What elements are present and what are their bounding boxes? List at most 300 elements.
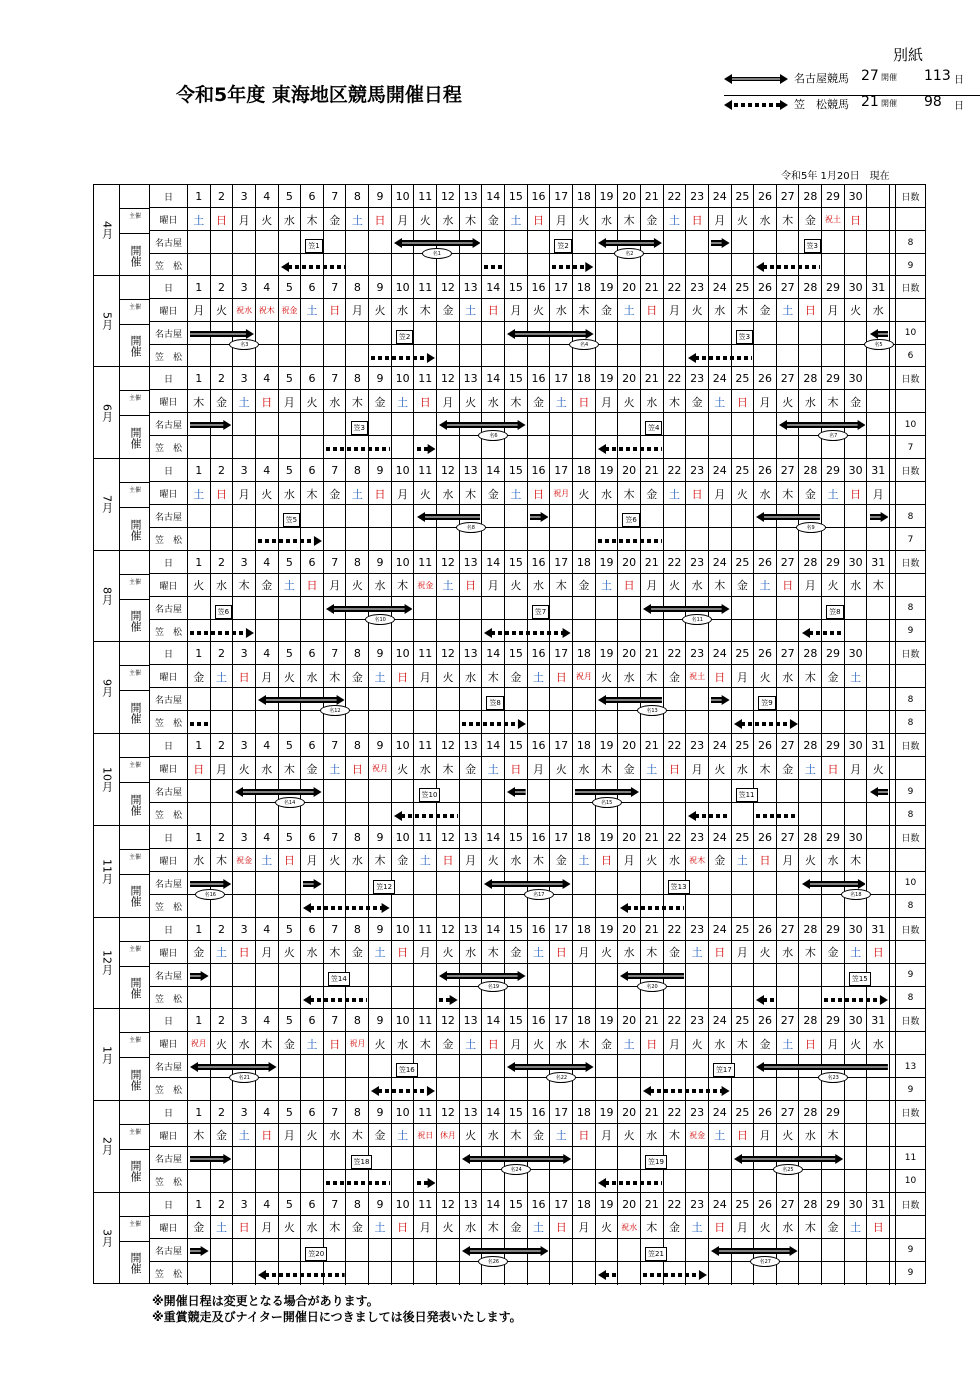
day-cell bbox=[460, 895, 483, 918]
month-label: 10月 bbox=[94, 734, 120, 825]
nagoya-span bbox=[507, 1062, 594, 1072]
day-cell: 21 bbox=[641, 459, 664, 482]
day-cell bbox=[664, 711, 687, 734]
day-cell bbox=[482, 345, 505, 368]
day-cell: 土 bbox=[369, 1216, 392, 1239]
day-cell bbox=[233, 528, 256, 551]
day-cell: 水 bbox=[347, 849, 370, 872]
day-cell bbox=[482, 895, 505, 918]
day-cell bbox=[754, 895, 777, 918]
day-cell: 水 bbox=[777, 941, 800, 964]
day-cell bbox=[573, 413, 596, 436]
legend-name: 笠 松競馬 bbox=[794, 98, 849, 111]
day-cell: 25 bbox=[732, 1193, 755, 1216]
day-cell: 月 bbox=[347, 299, 370, 322]
day-cell bbox=[528, 1078, 551, 1101]
day-cell: 26 bbox=[754, 276, 777, 299]
row-label: 曜日 bbox=[150, 1124, 188, 1147]
day-cell: 火 bbox=[754, 1216, 777, 1239]
day-cell: 日 bbox=[709, 941, 732, 964]
kasamatsu-span bbox=[303, 903, 390, 913]
day-cell bbox=[211, 231, 234, 254]
day-cell bbox=[822, 1170, 845, 1193]
total-cell: 7 bbox=[895, 436, 925, 459]
day-cell bbox=[188, 688, 211, 711]
day-cell: 月 bbox=[641, 574, 664, 597]
day-cell bbox=[868, 964, 891, 987]
day-cell: 土 bbox=[822, 482, 845, 505]
month-block bbox=[93, 367, 926, 459]
day-cell: 金 bbox=[596, 1032, 619, 1055]
day-cell: 4 bbox=[256, 918, 279, 941]
day-cell: 19 bbox=[596, 826, 619, 849]
kasamatsu-span bbox=[258, 1270, 345, 1280]
day-cell: 20 bbox=[618, 1101, 641, 1124]
day-cell: 金 bbox=[845, 390, 868, 413]
day-cell: 金 bbox=[505, 941, 528, 964]
day-cell: 土 bbox=[233, 1124, 256, 1147]
day-cell bbox=[641, 780, 664, 803]
kasamatsu-span bbox=[598, 444, 662, 454]
day-cell: 金 bbox=[256, 574, 279, 597]
day-cell bbox=[754, 1170, 777, 1193]
day-cell bbox=[573, 872, 596, 895]
day-cell: 火 bbox=[573, 482, 596, 505]
day-cell: 日 bbox=[573, 1124, 596, 1147]
day-cell bbox=[369, 711, 392, 734]
day-cell bbox=[868, 231, 891, 254]
day-cell: 日 bbox=[369, 208, 392, 231]
day-cell: 金 bbox=[596, 299, 619, 322]
day-cell bbox=[279, 711, 302, 734]
day-cell bbox=[369, 1055, 392, 1078]
day-cell bbox=[482, 780, 505, 803]
day-cell bbox=[573, 1078, 596, 1101]
kaisai-label: 開催 bbox=[120, 1149, 150, 1193]
nagoya-tag: 名25 bbox=[773, 1164, 803, 1175]
day-cell: 月 bbox=[596, 390, 619, 413]
day-cell bbox=[868, 390, 891, 413]
day-cell bbox=[437, 528, 460, 551]
day-cell: 12 bbox=[437, 367, 460, 390]
day-cell bbox=[800, 964, 823, 987]
day-cell bbox=[505, 688, 528, 711]
kasamatsu-span bbox=[303, 995, 367, 1005]
day-cell: 日 bbox=[573, 390, 596, 413]
day-cell bbox=[347, 1078, 370, 1101]
day-cell bbox=[777, 322, 800, 345]
day-cell bbox=[256, 436, 279, 459]
day-cell: 1 bbox=[188, 367, 211, 390]
month-block bbox=[93, 1009, 926, 1101]
day-cell: 金 bbox=[188, 1216, 211, 1239]
day-cell: 土 bbox=[437, 574, 460, 597]
day-cell: 10 bbox=[392, 1009, 415, 1032]
nagoya-tag: 名1 bbox=[422, 248, 452, 259]
nagoya-tag: 名8 bbox=[456, 522, 486, 533]
day-cell: 28 bbox=[800, 185, 823, 208]
nagoya-span bbox=[462, 1154, 571, 1164]
day-cell bbox=[664, 254, 687, 277]
day-cell: 水 bbox=[868, 1032, 891, 1055]
row-label: 曜日 bbox=[150, 1216, 188, 1239]
day-cell: 31 bbox=[868, 918, 891, 941]
day-cell: 30 bbox=[845, 918, 868, 941]
day-cell bbox=[256, 711, 279, 734]
day-cell: 水 bbox=[596, 208, 619, 231]
day-cell: 11 bbox=[415, 367, 438, 390]
row-label: 名古屋 bbox=[150, 1055, 188, 1078]
youbi-row bbox=[150, 941, 925, 964]
month-label: 3月 bbox=[94, 1193, 120, 1284]
month-block bbox=[93, 734, 926, 826]
day-cell bbox=[211, 528, 234, 551]
row-label: 日 bbox=[150, 734, 188, 757]
day-cell bbox=[415, 711, 438, 734]
day-cell bbox=[868, 413, 891, 436]
day-cell: 火 bbox=[800, 849, 823, 872]
shusai-label: 主催 bbox=[128, 213, 141, 220]
total-cell bbox=[895, 482, 925, 505]
total-cell bbox=[895, 665, 925, 688]
n-row bbox=[150, 964, 925, 987]
day-cell: 19 bbox=[596, 367, 619, 390]
day-cell: 14 bbox=[482, 276, 505, 299]
day-cell: 25 bbox=[732, 459, 755, 482]
day-cell: 27 bbox=[777, 551, 800, 574]
day-cell bbox=[324, 528, 347, 551]
total-cell: 8 bbox=[895, 688, 925, 711]
day-cell bbox=[528, 803, 551, 826]
day-cell bbox=[324, 803, 347, 826]
day-cell: 火 bbox=[437, 941, 460, 964]
day-cell bbox=[641, 620, 664, 643]
day-cell bbox=[800, 803, 823, 826]
nagoya-span bbox=[870, 787, 889, 797]
day-cell: 15 bbox=[505, 185, 528, 208]
day-cell: 日 bbox=[256, 1124, 279, 1147]
day-cell: 木 bbox=[324, 1216, 347, 1239]
day-cell: 土 bbox=[618, 1032, 641, 1055]
day-cell: 28 bbox=[800, 734, 823, 757]
nagoya-tag: 名2 bbox=[614, 248, 644, 259]
total-cell: 10 bbox=[895, 872, 925, 895]
day-cell bbox=[392, 436, 415, 459]
shusai-label: 主催 bbox=[128, 945, 141, 953]
day-cell bbox=[845, 231, 868, 254]
day-cell: 18 bbox=[573, 1101, 596, 1124]
nagoya-span bbox=[620, 971, 684, 981]
total-cell: 日数 bbox=[895, 826, 925, 849]
day-cell bbox=[822, 528, 845, 551]
day-cell: 11 bbox=[415, 1101, 438, 1124]
day-cell: 木 bbox=[437, 757, 460, 780]
day-cell: 月 bbox=[415, 665, 438, 688]
total-cell: 日数 bbox=[895, 1101, 925, 1124]
kasamatsu-span bbox=[598, 1270, 617, 1280]
day-cell bbox=[369, 688, 392, 711]
day-cell bbox=[686, 528, 709, 551]
total-cell: 日数 bbox=[895, 918, 925, 941]
day-cell: 8 bbox=[347, 185, 370, 208]
row-label: 日 bbox=[150, 551, 188, 574]
day-cell: 日 bbox=[392, 665, 415, 688]
day-cell: 28 bbox=[800, 1101, 823, 1124]
dotted-arrow-icon bbox=[724, 100, 788, 110]
day-cell: 18 bbox=[573, 734, 596, 757]
day-cell: 木 bbox=[664, 1124, 687, 1147]
day-cell bbox=[415, 872, 438, 895]
day-cell: 12 bbox=[437, 826, 460, 849]
day-cell bbox=[550, 1262, 573, 1285]
day-cell: 水 bbox=[596, 482, 619, 505]
day-cell: 土 bbox=[777, 299, 800, 322]
day-cell: 木 bbox=[482, 1216, 505, 1239]
day-cell bbox=[868, 803, 891, 826]
day-cell bbox=[686, 964, 709, 987]
day-cell bbox=[732, 505, 755, 528]
row-label: 日 bbox=[150, 1009, 188, 1032]
day-cell: 木 bbox=[392, 574, 415, 597]
day-cell: 火 bbox=[641, 849, 664, 872]
day-cell: 火 bbox=[596, 1216, 619, 1239]
day-cell bbox=[732, 597, 755, 620]
day-cell bbox=[324, 620, 347, 643]
day-cell: 7 bbox=[324, 1009, 347, 1032]
diag-cell bbox=[120, 185, 150, 209]
day-cell: 24 bbox=[709, 367, 732, 390]
day-cell: 11 bbox=[415, 734, 438, 757]
day-cell bbox=[415, 597, 438, 620]
day-cell bbox=[732, 436, 755, 459]
kaisai-label: 開催 bbox=[120, 1241, 150, 1285]
month-label: 6月 bbox=[94, 367, 120, 458]
day-cell bbox=[845, 1170, 868, 1193]
day-cell bbox=[845, 528, 868, 551]
day-cell bbox=[732, 872, 755, 895]
day-cell: 22 bbox=[664, 734, 687, 757]
day-cell bbox=[301, 436, 324, 459]
day-cell bbox=[392, 254, 415, 277]
day-cell: 木 bbox=[528, 849, 551, 872]
day-cell: 金 bbox=[618, 757, 641, 780]
day-cell: 火 bbox=[505, 574, 528, 597]
month-block bbox=[93, 459, 926, 551]
total-cell: 日数 bbox=[895, 276, 925, 299]
day-cell: 6 bbox=[301, 918, 324, 941]
day-cell bbox=[188, 1170, 211, 1193]
row-label-col bbox=[120, 551, 150, 642]
day-cell bbox=[324, 413, 347, 436]
day-row bbox=[150, 551, 925, 574]
day-cell: 27 bbox=[777, 918, 800, 941]
day-cell bbox=[868, 665, 891, 688]
day-cell: 28 bbox=[800, 459, 823, 482]
day-cell: 火 bbox=[437, 665, 460, 688]
day-cell bbox=[550, 413, 573, 436]
day-cell: 日 bbox=[686, 482, 709, 505]
day-cell: 月 bbox=[732, 665, 755, 688]
day-cell: 9 bbox=[369, 276, 392, 299]
day-cell bbox=[641, 1055, 664, 1078]
day-cell bbox=[550, 505, 573, 528]
day-cell: 火 bbox=[754, 941, 777, 964]
row-label: 笠 松 bbox=[150, 1078, 188, 1101]
total-cell: 11 bbox=[895, 1147, 925, 1170]
row-label: 曜日 bbox=[150, 1032, 188, 1055]
day-cell bbox=[777, 872, 800, 895]
day-cell: 1 bbox=[188, 642, 211, 665]
day-cell: 14 bbox=[482, 1101, 505, 1124]
day-cell bbox=[709, 436, 732, 459]
day-cell bbox=[800, 1078, 823, 1101]
day-cell bbox=[188, 1262, 211, 1285]
day-cell: 11 bbox=[415, 1193, 438, 1216]
legend-kai: 開催 bbox=[881, 73, 897, 82]
day-cell: 6 bbox=[301, 551, 324, 574]
day-cell: 火 bbox=[596, 941, 619, 964]
diag-cell bbox=[120, 367, 150, 391]
day-cell: 6 bbox=[301, 185, 324, 208]
day-cell bbox=[392, 711, 415, 734]
day-cell bbox=[822, 688, 845, 711]
k-row bbox=[150, 987, 925, 1010]
day-cell: 16 bbox=[528, 367, 551, 390]
day-cell: 21 bbox=[641, 551, 664, 574]
day-cell bbox=[324, 345, 347, 368]
day-cell: 28 bbox=[800, 276, 823, 299]
kasamatsu-span bbox=[756, 811, 797, 821]
day-cell bbox=[822, 1262, 845, 1285]
day-cell: 火 bbox=[868, 757, 891, 780]
day-cell: 火 bbox=[845, 1032, 868, 1055]
day-cell bbox=[664, 1055, 687, 1078]
row-label: 曜日 bbox=[150, 757, 188, 780]
row-label: 笠 松 bbox=[150, 895, 188, 918]
day-cell: 27 bbox=[777, 459, 800, 482]
day-cell bbox=[618, 872, 641, 895]
day-cell bbox=[596, 1078, 619, 1101]
kasamatsu-tag: 笠8 bbox=[486, 696, 503, 710]
day-cell bbox=[279, 597, 302, 620]
day-cell bbox=[845, 436, 868, 459]
day-cell: 3 bbox=[233, 1009, 256, 1032]
day-cell bbox=[845, 1239, 868, 1262]
day-cell: 土 bbox=[550, 390, 573, 413]
day-cell bbox=[754, 231, 777, 254]
shusai-label: 主催 bbox=[128, 853, 141, 861]
day-cell: 6 bbox=[301, 734, 324, 757]
day-cell: 5 bbox=[279, 642, 302, 665]
day-cell: 日 bbox=[596, 849, 619, 872]
day-cell: 月 bbox=[550, 208, 573, 231]
row-label: 名古屋 bbox=[150, 505, 188, 528]
day-cell: 30 bbox=[845, 734, 868, 757]
diag-cell bbox=[120, 276, 150, 300]
row-label: 名古屋 bbox=[150, 780, 188, 803]
row-label-col bbox=[120, 1101, 150, 1192]
day-cell: 15 bbox=[505, 918, 528, 941]
day-cell bbox=[347, 254, 370, 277]
day-cell bbox=[347, 964, 370, 987]
day-cell bbox=[709, 413, 732, 436]
day-cell bbox=[528, 1262, 551, 1285]
day-cell: 27 bbox=[777, 185, 800, 208]
day-cell bbox=[279, 322, 302, 345]
day-cell bbox=[664, 1170, 687, 1193]
day-cell: 火 bbox=[301, 390, 324, 413]
day-cell: 11 bbox=[415, 276, 438, 299]
day-cell: 10 bbox=[392, 185, 415, 208]
day-row bbox=[150, 826, 925, 849]
day-cell: 水 bbox=[528, 574, 551, 597]
nagoya-span bbox=[575, 787, 639, 797]
day-cell bbox=[777, 1262, 800, 1285]
day-cell: 26 bbox=[754, 459, 777, 482]
day-cell: 24 bbox=[709, 918, 732, 941]
day-cell: 水 bbox=[664, 849, 687, 872]
day-cell bbox=[256, 597, 279, 620]
day-cell: 1 bbox=[188, 1009, 211, 1032]
day-cell bbox=[233, 964, 256, 987]
day-cell bbox=[777, 436, 800, 459]
day-cell: 木 bbox=[618, 482, 641, 505]
day-cell bbox=[392, 620, 415, 643]
day-cell: 4 bbox=[256, 1009, 279, 1032]
schedule-grid bbox=[93, 184, 926, 1284]
day-cell: 16 bbox=[528, 826, 551, 849]
day-cell bbox=[822, 895, 845, 918]
diag-cell bbox=[120, 826, 150, 850]
day-cell bbox=[369, 528, 392, 551]
day-cell bbox=[868, 1078, 891, 1101]
month-label: 11月 bbox=[94, 826, 120, 917]
row-label: 曜日 bbox=[150, 665, 188, 688]
row-label-col bbox=[120, 185, 150, 275]
youbi-row bbox=[150, 1216, 925, 1239]
day-cell bbox=[256, 987, 279, 1010]
day-cell bbox=[324, 1078, 347, 1101]
day-cell bbox=[596, 413, 619, 436]
nagoya-span bbox=[711, 1246, 798, 1256]
day-cell: 木 bbox=[505, 1124, 528, 1147]
day-cell bbox=[437, 1262, 460, 1285]
row-label: 笠 松 bbox=[150, 345, 188, 368]
day-cell bbox=[324, 505, 347, 528]
day-cell bbox=[686, 711, 709, 734]
day-cell bbox=[211, 1170, 234, 1193]
day-cell: 3 bbox=[233, 1101, 256, 1124]
row-label-col bbox=[120, 459, 150, 550]
day-cell bbox=[618, 322, 641, 345]
month-block bbox=[93, 642, 926, 734]
day-cell: 金 bbox=[732, 574, 755, 597]
day-cell bbox=[369, 1262, 392, 1285]
nagoya-span bbox=[417, 512, 481, 522]
day-cell: 金 bbox=[301, 757, 324, 780]
day-cell bbox=[301, 1078, 324, 1101]
day-cell bbox=[415, 1262, 438, 1285]
day-cell: 月 bbox=[211, 757, 234, 780]
row-label: 曜日 bbox=[150, 941, 188, 964]
day-cell bbox=[618, 711, 641, 734]
day-cell bbox=[188, 987, 211, 1010]
day-cell: 7 bbox=[324, 276, 347, 299]
day-cell bbox=[460, 780, 483, 803]
day-cell: 月 bbox=[732, 941, 755, 964]
nagoya-tag: 名7 bbox=[818, 430, 848, 441]
day-cell: 土 bbox=[618, 299, 641, 322]
